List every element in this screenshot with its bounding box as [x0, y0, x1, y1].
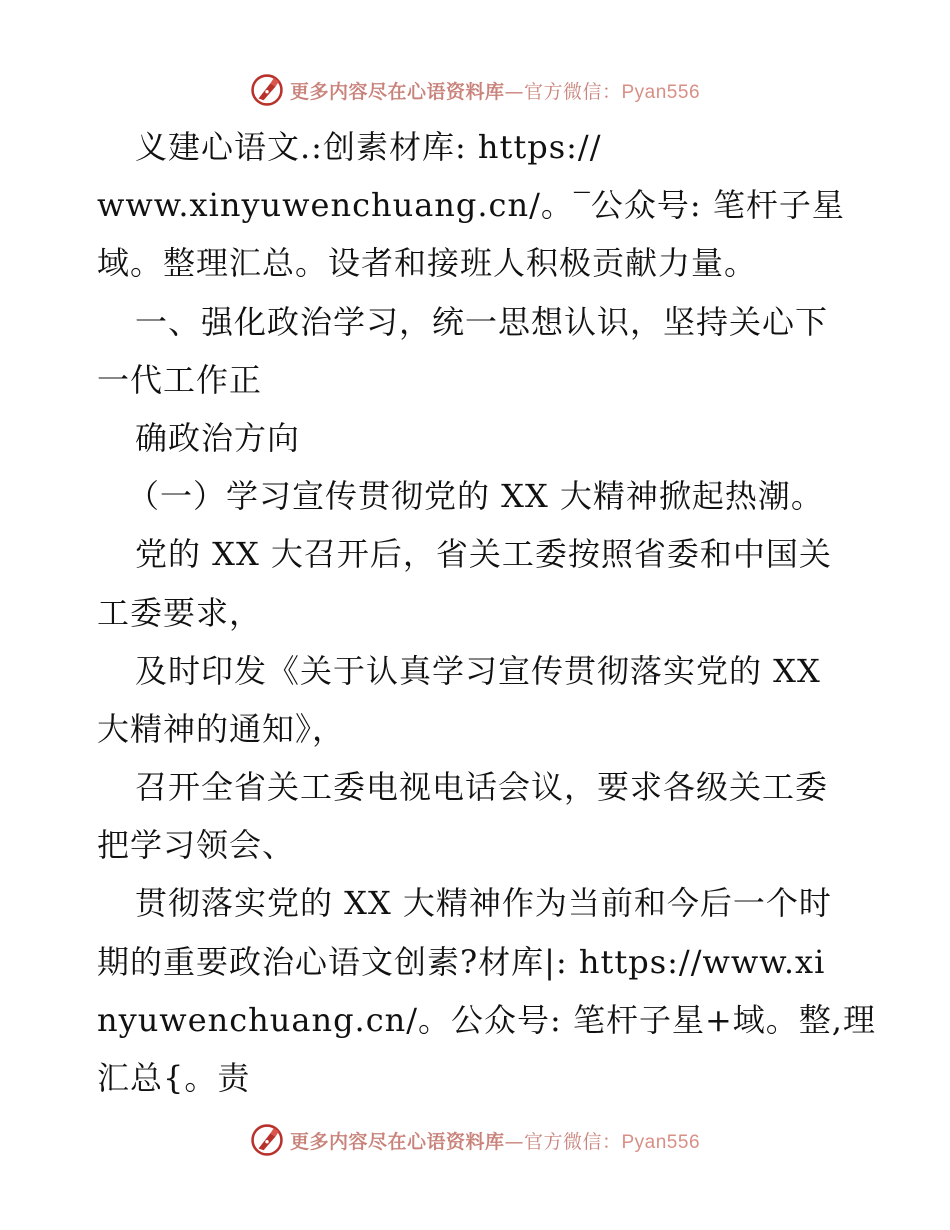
text-line: 大精神的通知》， [97, 709, 346, 748]
text-line: 一代工作正 [97, 360, 263, 399]
pen-nib-logo-icon [250, 1123, 284, 1157]
banner-sub-text: 官方微信： [523, 1130, 622, 1153]
banner-main-text: 更多内容尽在心语资料库 [289, 80, 505, 103]
text-line: 党的 XX 大召开后，省关工委按照省委和中国关 [135, 535, 832, 574]
pen-nib-logo-icon [250, 73, 284, 107]
document-body [97, 118, 876, 1107]
banner-main-text: 更多内容尽在心语资料库 [289, 1130, 505, 1153]
footer-watermark-banner [0, 1120, 950, 1160]
banner-dash: — [504, 80, 524, 103]
banner-text [290, 77, 700, 104]
text-line: 召开全省关工委电视电话会议，要求各级关工委 [135, 768, 829, 807]
text-line: www.xinyuwenchuang.cn/。‾公众号: 笔杆子星 [97, 186, 845, 225]
text-line: 工委要求， [97, 593, 263, 632]
text-line: 义建心语文.:创素材库: https:// [135, 128, 602, 166]
text-line: 贯彻落实党的 XX 大精神作为当前和今后一个时 [135, 884, 832, 923]
banner-wechat-id: Pyan556 [621, 1131, 701, 1153]
text-line: 确政治方向 [135, 418, 301, 457]
text-line: 把学习领会、 [97, 826, 296, 865]
text-line: 及时印发《关于认真学习宣传贯彻落实党的 XX [135, 651, 821, 690]
text-line: （一）学习宣传贯彻党的 XX 大精神掀起热潮。 [127, 477, 824, 516]
banner-dash: — [504, 1130, 524, 1153]
header-watermark-banner [0, 70, 950, 110]
banner-wechat-id: Pyan556 [621, 81, 701, 103]
text-line: nyuwenchuang.cn/。公众号: 笔杆子星+域。整,理 [97, 1000, 876, 1039]
banner-text [290, 1127, 700, 1154]
text-line: 一、强化政治学习，统一思想认识，坚持关心下 [135, 302, 829, 341]
text-line: 汇总{。责 [97, 1059, 251, 1097]
text-line: 期的重要政治心语文创素?材库|: https://www.xi [97, 942, 826, 981]
text-line: 域。整理汇总。设者和接班人积极贡献力量。 [97, 244, 758, 283]
banner-sub-text: 官方微信： [523, 80, 622, 103]
